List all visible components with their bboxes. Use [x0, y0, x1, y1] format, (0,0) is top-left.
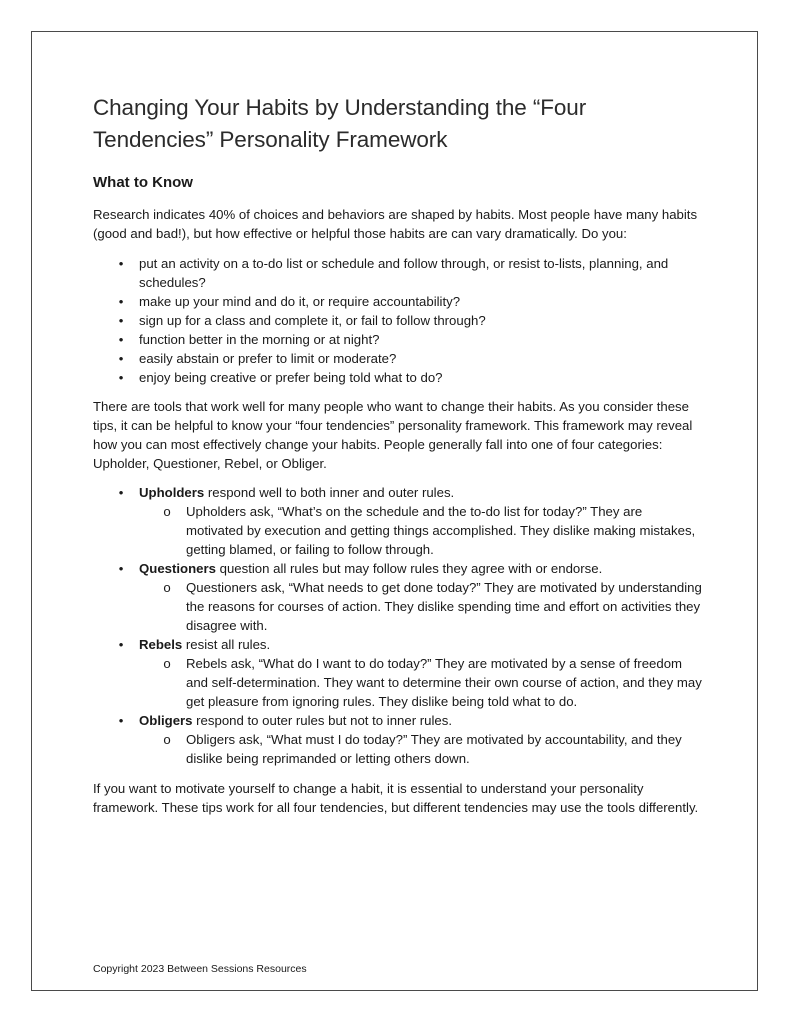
circle-bullet-icon: o — [163, 732, 171, 747]
bullet-icon: • — [118, 485, 124, 500]
tendency-detail — [139, 730, 703, 768]
bullet-icon: • — [118, 713, 124, 728]
tendency-item-obligers — [93, 711, 703, 768]
list-item-text: sign up for a class and complete it, or fail to follow through? — [139, 313, 486, 328]
list-item — [93, 349, 703, 368]
bullet-icon: • — [118, 561, 124, 576]
tendency-name: Upholders — [139, 485, 205, 500]
tendency-rule: resist all rules. — [182, 637, 271, 652]
tendency-name: Obligers — [139, 713, 193, 728]
circle-bullet-icon: o — [163, 580, 171, 595]
bullet-icon: • — [118, 370, 124, 385]
list-item — [93, 330, 703, 349]
tendency-detail — [139, 654, 703, 711]
bullet-icon: • — [118, 332, 124, 347]
tendency-detail — [139, 502, 703, 559]
list-item-text: function better in the morning or at night? — [139, 332, 380, 347]
tendency-detail-text: Rebels ask, “What do I want to do today?” They are motivated by a sense of freedom and self-determination. They want to determine their own course of action, and they may get pleasure from ignoring rules. They dislike being told what to do. — [186, 656, 702, 709]
list-item — [93, 311, 703, 330]
tendency-item-upholders — [93, 483, 703, 559]
tendency-item-rebels — [93, 635, 703, 711]
bullet-icon: • — [118, 313, 124, 328]
document-body — [93, 92, 703, 817]
circle-bullet-icon: o — [163, 504, 171, 519]
list-item — [93, 292, 703, 311]
tendency-detail-text: Obligers ask, “What must I do today?” They are motivated by accountability, and they dislike being reprimanded or letting others down. — [186, 732, 682, 766]
list-item-text: put an activity on a to-do list or schedule and follow through, or resist to-lists, planning, and schedules? — [139, 256, 669, 290]
copyright-footer: Copyright 2023 Between Sessions Resources — [93, 963, 307, 975]
list-item-text: easily abstain or prefer to limit or moderate? — [139, 351, 397, 366]
tendency-detail — [139, 578, 703, 635]
list-item-text: enjoy being creative or prefer being told what to do? — [139, 370, 443, 385]
tendency-rule: respond well to both inner and outer rules. — [204, 485, 455, 500]
intro-paragraph: Research indicates 40% of choices and behaviors are shaped by habits. Most people have many habits (good and bad!), but how effective or helpful those habits are can vary dramatically. Do you: — [93, 207, 698, 241]
tendencies-list — [93, 483, 703, 768]
list-item — [93, 368, 703, 387]
bullet-icon: • — [118, 351, 124, 366]
question-list — [93, 254, 703, 387]
section-heading: What to Know — [93, 174, 193, 191]
list-item — [93, 254, 703, 292]
closing-paragraph: If you want to motivate yourself to change a habit, it is essential to understand your personality framework. These tips work for all four tendencies, but different tendencies may use the tools differently. — [93, 781, 699, 815]
bullet-icon: • — [118, 256, 124, 271]
tools-paragraph: There are tools that work well for many people who want to change their habits. As you consider these tips, it can be helpful to know your “four tendencies” personality framework. This framework may reveal how you can most effectively change your habits. People generally fall into one of four categories: Upholder, Questioner, Rebel, or Obliger. — [93, 399, 693, 471]
document-title: Changing Your Habits by Understanding the “Four Tendencies” Personality Framework — [93, 95, 587, 152]
tendency-detail-text: Upholders ask, “What’s on the schedule and the to-do list for today?” They are motivated by execution and getting things accomplished. They dislike making mistakes, getting blamed, or failing to follow through. — [186, 504, 696, 557]
tendency-name: Rebels — [139, 637, 183, 652]
list-item-text: make up your mind and do it, or require accountability? — [139, 294, 461, 309]
circle-bullet-icon: o — [163, 656, 171, 671]
tendency-rule: question all rules but may follow rules they agree with or endorse. — [215, 561, 603, 576]
bullet-icon: • — [118, 637, 124, 652]
bullet-icon: • — [118, 294, 124, 309]
tendency-detail-text: Questioners ask, “What needs to get done today?” They are motivated by understanding the reasons for courses of action. They dislike spending time and effort on activities they disagree with. — [186, 580, 702, 633]
tendency-rule: respond to outer rules but not to inner rules. — [192, 713, 453, 728]
tendency-item-questioners — [93, 559, 703, 635]
tendency-name: Questioners — [139, 561, 216, 576]
